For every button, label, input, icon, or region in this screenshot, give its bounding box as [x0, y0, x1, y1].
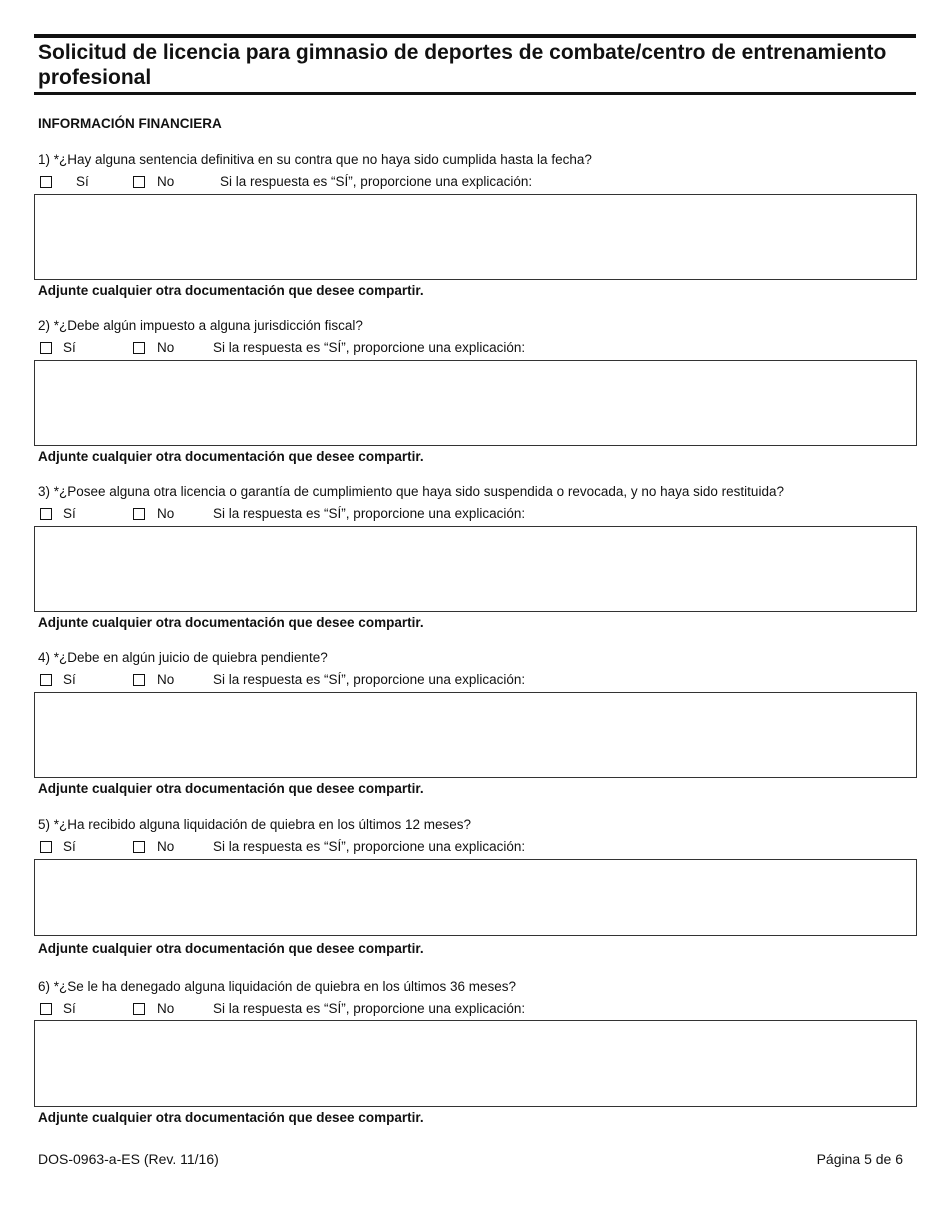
q3-yes-checkbox[interactable] [40, 508, 52, 520]
q6-no-label: No [157, 1001, 175, 1016]
q4-attach-note: Adjunte cualquier otra documentación que desee compartir. [38, 781, 424, 796]
q1-no-checkbox[interactable] [133, 176, 145, 188]
q1-no-label: No [157, 174, 175, 189]
q3-yes-label: Sí [63, 506, 76, 521]
q2-no-label: No [157, 340, 175, 355]
q2-yes-label: Sí [63, 340, 76, 355]
q6-no-checkbox[interactable] [133, 1003, 145, 1015]
q5-explanation-field[interactable] [34, 859, 917, 936]
q1-explanation-prompt: Si la respuesta es “SÍ”, proporcione una explicación: [220, 174, 533, 189]
q5-yes-checkbox[interactable] [40, 841, 52, 853]
question-6-text: 6) *¿Se le ha denegado alguna liquidación de quiebra en los últimos 36 meses? [38, 979, 517, 994]
q6-yes-checkbox[interactable] [40, 1003, 52, 1015]
question-2-options [38, 340, 908, 358]
q6-yes-label: Sí [63, 1001, 76, 1016]
q5-yes-label: Sí [63, 839, 76, 854]
q4-explanation-field[interactable] [34, 692, 917, 778]
question-4-options [38, 672, 908, 690]
q2-yes-checkbox[interactable] [40, 342, 52, 354]
page-title: Solicitud de licencia para gimnasio de deportes de combate/centro de entrenamiento profesional [38, 41, 887, 89]
title-top-rule [34, 34, 916, 38]
q1-attach-note: Adjunte cualquier otra documentación que desee compartir. [38, 283, 424, 298]
question-3-text: 3) *¿Posee alguna otra licencia o garantía de cumplimiento que haya sido suspendida o revocada, y no haya sido restituida? [38, 484, 784, 499]
q5-attach-note: Adjunte cualquier otra documentación que desee compartir. [38, 941, 424, 956]
q2-attach-note: Adjunte cualquier otra documentación que desee compartir. [38, 449, 424, 464]
q3-explanation-field[interactable] [34, 526, 917, 612]
question-6-options [38, 1001, 908, 1019]
question-5-text: 5) *¿Ha recibido alguna liquidación de quiebra en los últimos 12 meses? [38, 817, 472, 832]
question-1-options [38, 174, 908, 192]
q3-attach-note: Adjunte cualquier otra documentación que desee compartir. [38, 615, 424, 630]
q5-no-checkbox[interactable] [133, 841, 145, 853]
page-number: Página 5 de 6 [816, 1151, 903, 1167]
question-4-text: 4) *¿Debe en algún juicio de quiebra pendiente? [38, 650, 328, 665]
q1-yes-checkbox[interactable] [40, 176, 52, 188]
title-bottom-rule [34, 92, 916, 95]
question-2-text: 2) *¿Debe algún impuesto a alguna jurisdicción fiscal? [38, 318, 363, 333]
q6-explanation-field[interactable] [34, 1020, 917, 1107]
form-code: DOS-0963-a-ES (Rev. 11/16) [38, 1151, 219, 1167]
question-5-options [38, 839, 908, 857]
q5-explanation-prompt: Si la respuesta es “SÍ”, proporcione una explicación: [213, 839, 526, 854]
q6-explanation-prompt: Si la respuesta es “SÍ”, proporcione una explicación: [213, 1001, 526, 1016]
question-3-options [38, 506, 908, 524]
q4-explanation-prompt: Si la respuesta es “SÍ”, proporcione una explicación: [213, 672, 526, 687]
q6-attach-note: Adjunte cualquier otra documentación que desee compartir. [38, 1110, 424, 1125]
q4-yes-label: Sí [63, 672, 76, 687]
q4-no-label: No [157, 672, 175, 687]
q4-no-checkbox[interactable] [133, 674, 145, 686]
q3-explanation-prompt: Si la respuesta es “SÍ”, proporcione una explicación: [213, 506, 526, 521]
q1-yes-label: Sí [76, 174, 89, 189]
question-1-text: 1) *¿Hay alguna sentencia definitiva en su contra que no haya sido cumplida hasta la fecha? [38, 152, 592, 167]
q5-no-label: No [157, 839, 175, 854]
q2-explanation-field[interactable] [34, 360, 917, 446]
q1-explanation-field[interactable] [34, 194, 917, 280]
q3-no-checkbox[interactable] [133, 508, 145, 520]
q2-explanation-prompt: Si la respuesta es “SÍ”, proporcione una explicación: [213, 340, 526, 355]
q4-yes-checkbox[interactable] [40, 674, 52, 686]
q2-no-checkbox[interactable] [133, 342, 145, 354]
q3-no-label: No [157, 506, 175, 521]
section-heading: INFORMACIÓN FINANCIERA [38, 116, 222, 131]
